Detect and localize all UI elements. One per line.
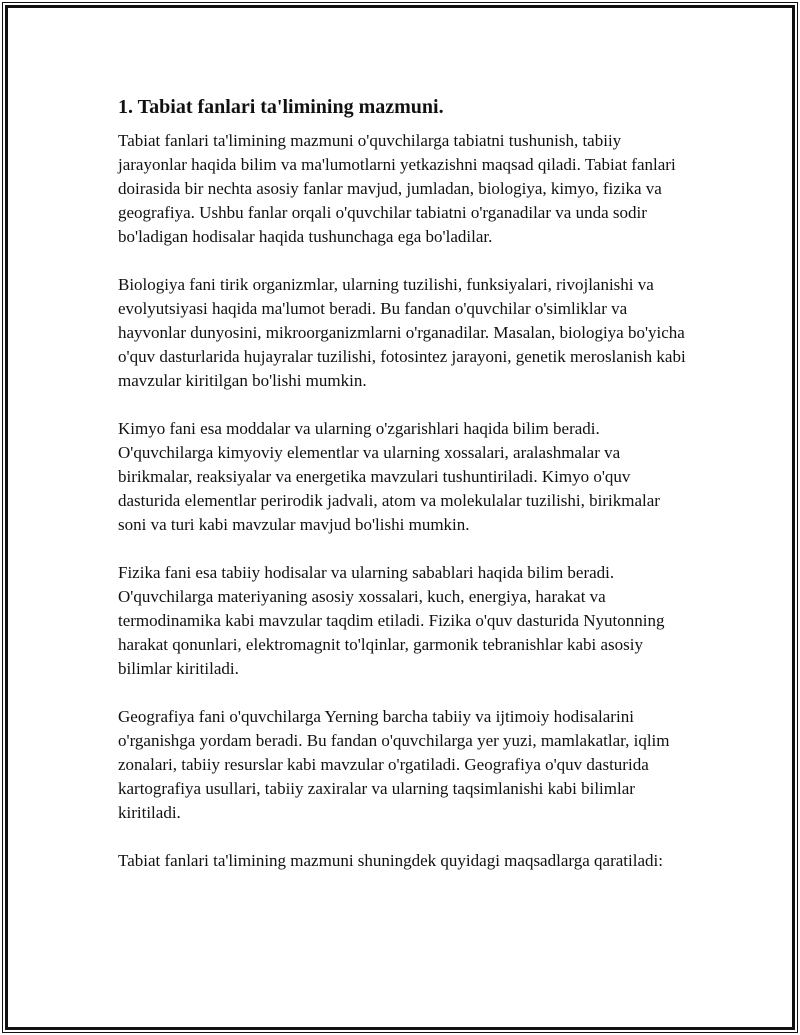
paragraph-geography: Geografiya fani o'quvchilarga Yerning barcha tabiiy va ijtimoiy hodisalarini o'rganishga yordam beradi. Bu fandan o'quvchilarga yer yuzi, mamlakatlar, iqlim zonalari, tabiiy resurslar kabi mavzular o'rgatiladi. Geografiya o'quv dasturida kartografiya usullari, tabiiy zaxiralar va ularning taqsimlanishi kabi bilimlar kiritiladi. [118,707,670,822]
paragraph-biology: Biologiya fani tirik organizmlar, ularning tuzilishi, funksiyalari, rivojlanishi va evolyutsiyasi haqida ma'lumot beradi. Bu fandan o'quvchilar o'simliklar va hayvonlar dunyosini, mikroorganizmlarni o'rganadilar. Masalan, biologiya bo'yicha o'quv dasturlarida hujayralar tuzilishi, fotosintez jarayoni, genetik meroslanish kabi mavzular kiritilgan bo'lishi mumkin. [118,275,686,390]
document-body [118,93,688,897]
section-heading: 1. Tabiat fanlari ta'limining mazmuni. [118,96,444,118]
paragraph-chemistry: Kimyo fani esa moddalar va ularning o'zgarishlari haqida bilim beradi. O'quvchilarga kimyoviy elementlar va ularning xossalari, aralashmalar va birikmalar, reaksiyalar va energetika mavzulari tushuntiriladi. Kimyo o'quv dasturida elementlar perirodik jadvali, atom va molekulalar tuzilishi, birikmalar soni va turi kabi mavzular mavjud bo'lishi mumkin. [118,419,660,534]
paragraph-physics: Fizika fani esa tabiiy hodisalar va ularning sabablari haqida bilim beradi. O'quvchilarga materiyaning asosiy xossalari, kuch, energiya, harakat va termodinamika kabi mavzular taqdim etiladi. Fizika o'quv dasturida Nyutonning harakat qonunlari, elektromagnit to'lqinlar, garmonik tebranishlar kabi asosiy bilimlar kiritiladi. [118,563,665,678]
paragraph-intro: Tabiat fanlari ta'limining mazmuni o'quvchilarga tabiatni tushunish, tabiiy jarayonlar haqida bilim va ma'lumotlarni yetkazishni maqsad qiladi. Tabiat fanlari doirasida bir nechta asosiy fanlar mavjud, jumladan, biologiya, kimyo, fizika va geografiya. Ushbu fanlar orqali o'quvchilar tabiatni o'rganadilar va unda sodir bo'ladigan hodisalar haqida tushunchaga ega bo'ladilar. [118,131,676,246]
paragraph-goals-intro: Tabiat fanlari ta'limining mazmuni shuningdek quyidagi maqsadlarga qaratiladi: [118,851,663,870]
